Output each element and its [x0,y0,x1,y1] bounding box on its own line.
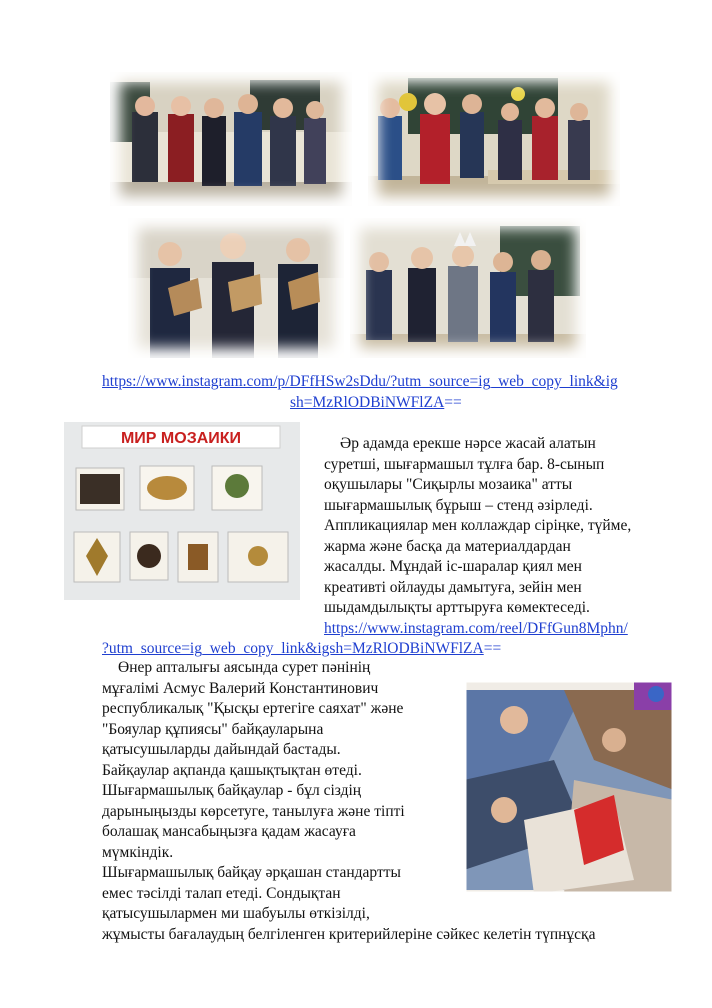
mosaic-sign-text: МИР МОЗАИКИ [120,430,242,447]
kids-performance-photo-4 [350,218,586,358]
art-week-paragraph [102,658,682,945]
para2-line: емес тәсілді талап етеді. Сондықтан [102,884,341,902]
para2-line: мұғалімі Асмус Валерий Константинович [102,679,379,697]
para1-line: Әр адамда ерекше нәрсе жасай алатын [340,435,596,452]
para1-line: креативті ойлауды дамытуға, зейін мен [324,578,582,596]
para1-line: жарма және басқа да материалдардан [324,537,571,555]
para1-line: Аппликациялар мен коллаждар сіріңке, түйме, [324,517,632,534]
mosaic-paragraph [102,434,662,660]
instagram-link-2-line1[interactable]: https://www.instagram.com/reel/DFfGun8Mphn/ [324,619,628,637]
para1-line: оқушылары "Сиқырлы мозаика" атты [324,476,573,493]
kids-instruments-photo-3 [128,218,344,358]
para1-line: шығармашылық бұрыш – стенд әзірледі. [324,496,593,514]
instagram-link-1-line1[interactable]: https://www.instagram.com/p/DFfHSw2sDdu/?utm_source=ig_web_copy_link&ig [102,373,618,390]
kids-costumes-photo-2 [368,72,620,206]
link-2-suffix: == [483,640,502,657]
instagram-link-2-line2[interactable]: ?utm_source=ig_web_copy_link&igsh=MzRlODBiNWFlZA [102,640,484,657]
para2-line: жұмысты бағалаудың белгіленген критерийлеріне сәйкес келетін түпнұсқа [102,925,596,943]
para2-line: Байқаулар ақпанда қашықтықтан өтеді. [102,761,362,779]
para2-line: республикалық "Қысқы ертегіге саяхат" және [102,700,404,717]
para1-line: суретші, шығармашыл тұлға бар. 8-сынып [324,455,605,473]
para1-line: жасалды. Мұндай іс-шаралар қиял мен [324,558,582,575]
para2-line: дарыныңызды көрсетуге, танылуға және тіпті [102,802,405,820]
instagram-link-1[interactable] [102,372,618,413]
para2-line: Шығармашылық байқаулар - бұл сіздің [102,782,362,799]
para2-line: Өнер апталығы аясында сурет пәнінің [118,659,371,676]
para2-line: қатысушылармен ми шабуылы өткізілді, [102,905,370,922]
link-1-suffix: == [444,393,462,411]
para1-line: шыдамдылықты арттыруға көмектеседі. [324,599,590,616]
kids-costumes-photo-1 [110,72,352,206]
instagram-link-1-line2[interactable]: sh=MzRlODBiNWFlZA [290,393,445,411]
para2-line: Шығармашылық байқау әрқашан стандартты [102,864,401,881]
para2-line: қатысушыларды дайындай бастады. [102,741,341,758]
para2-line: мүмкіндік. [102,843,174,861]
para2-line: болашақ мансабыңызға қадам жасауға [102,823,356,840]
para2-line: "Бояулар құпиясы" байқауларына [102,720,324,738]
